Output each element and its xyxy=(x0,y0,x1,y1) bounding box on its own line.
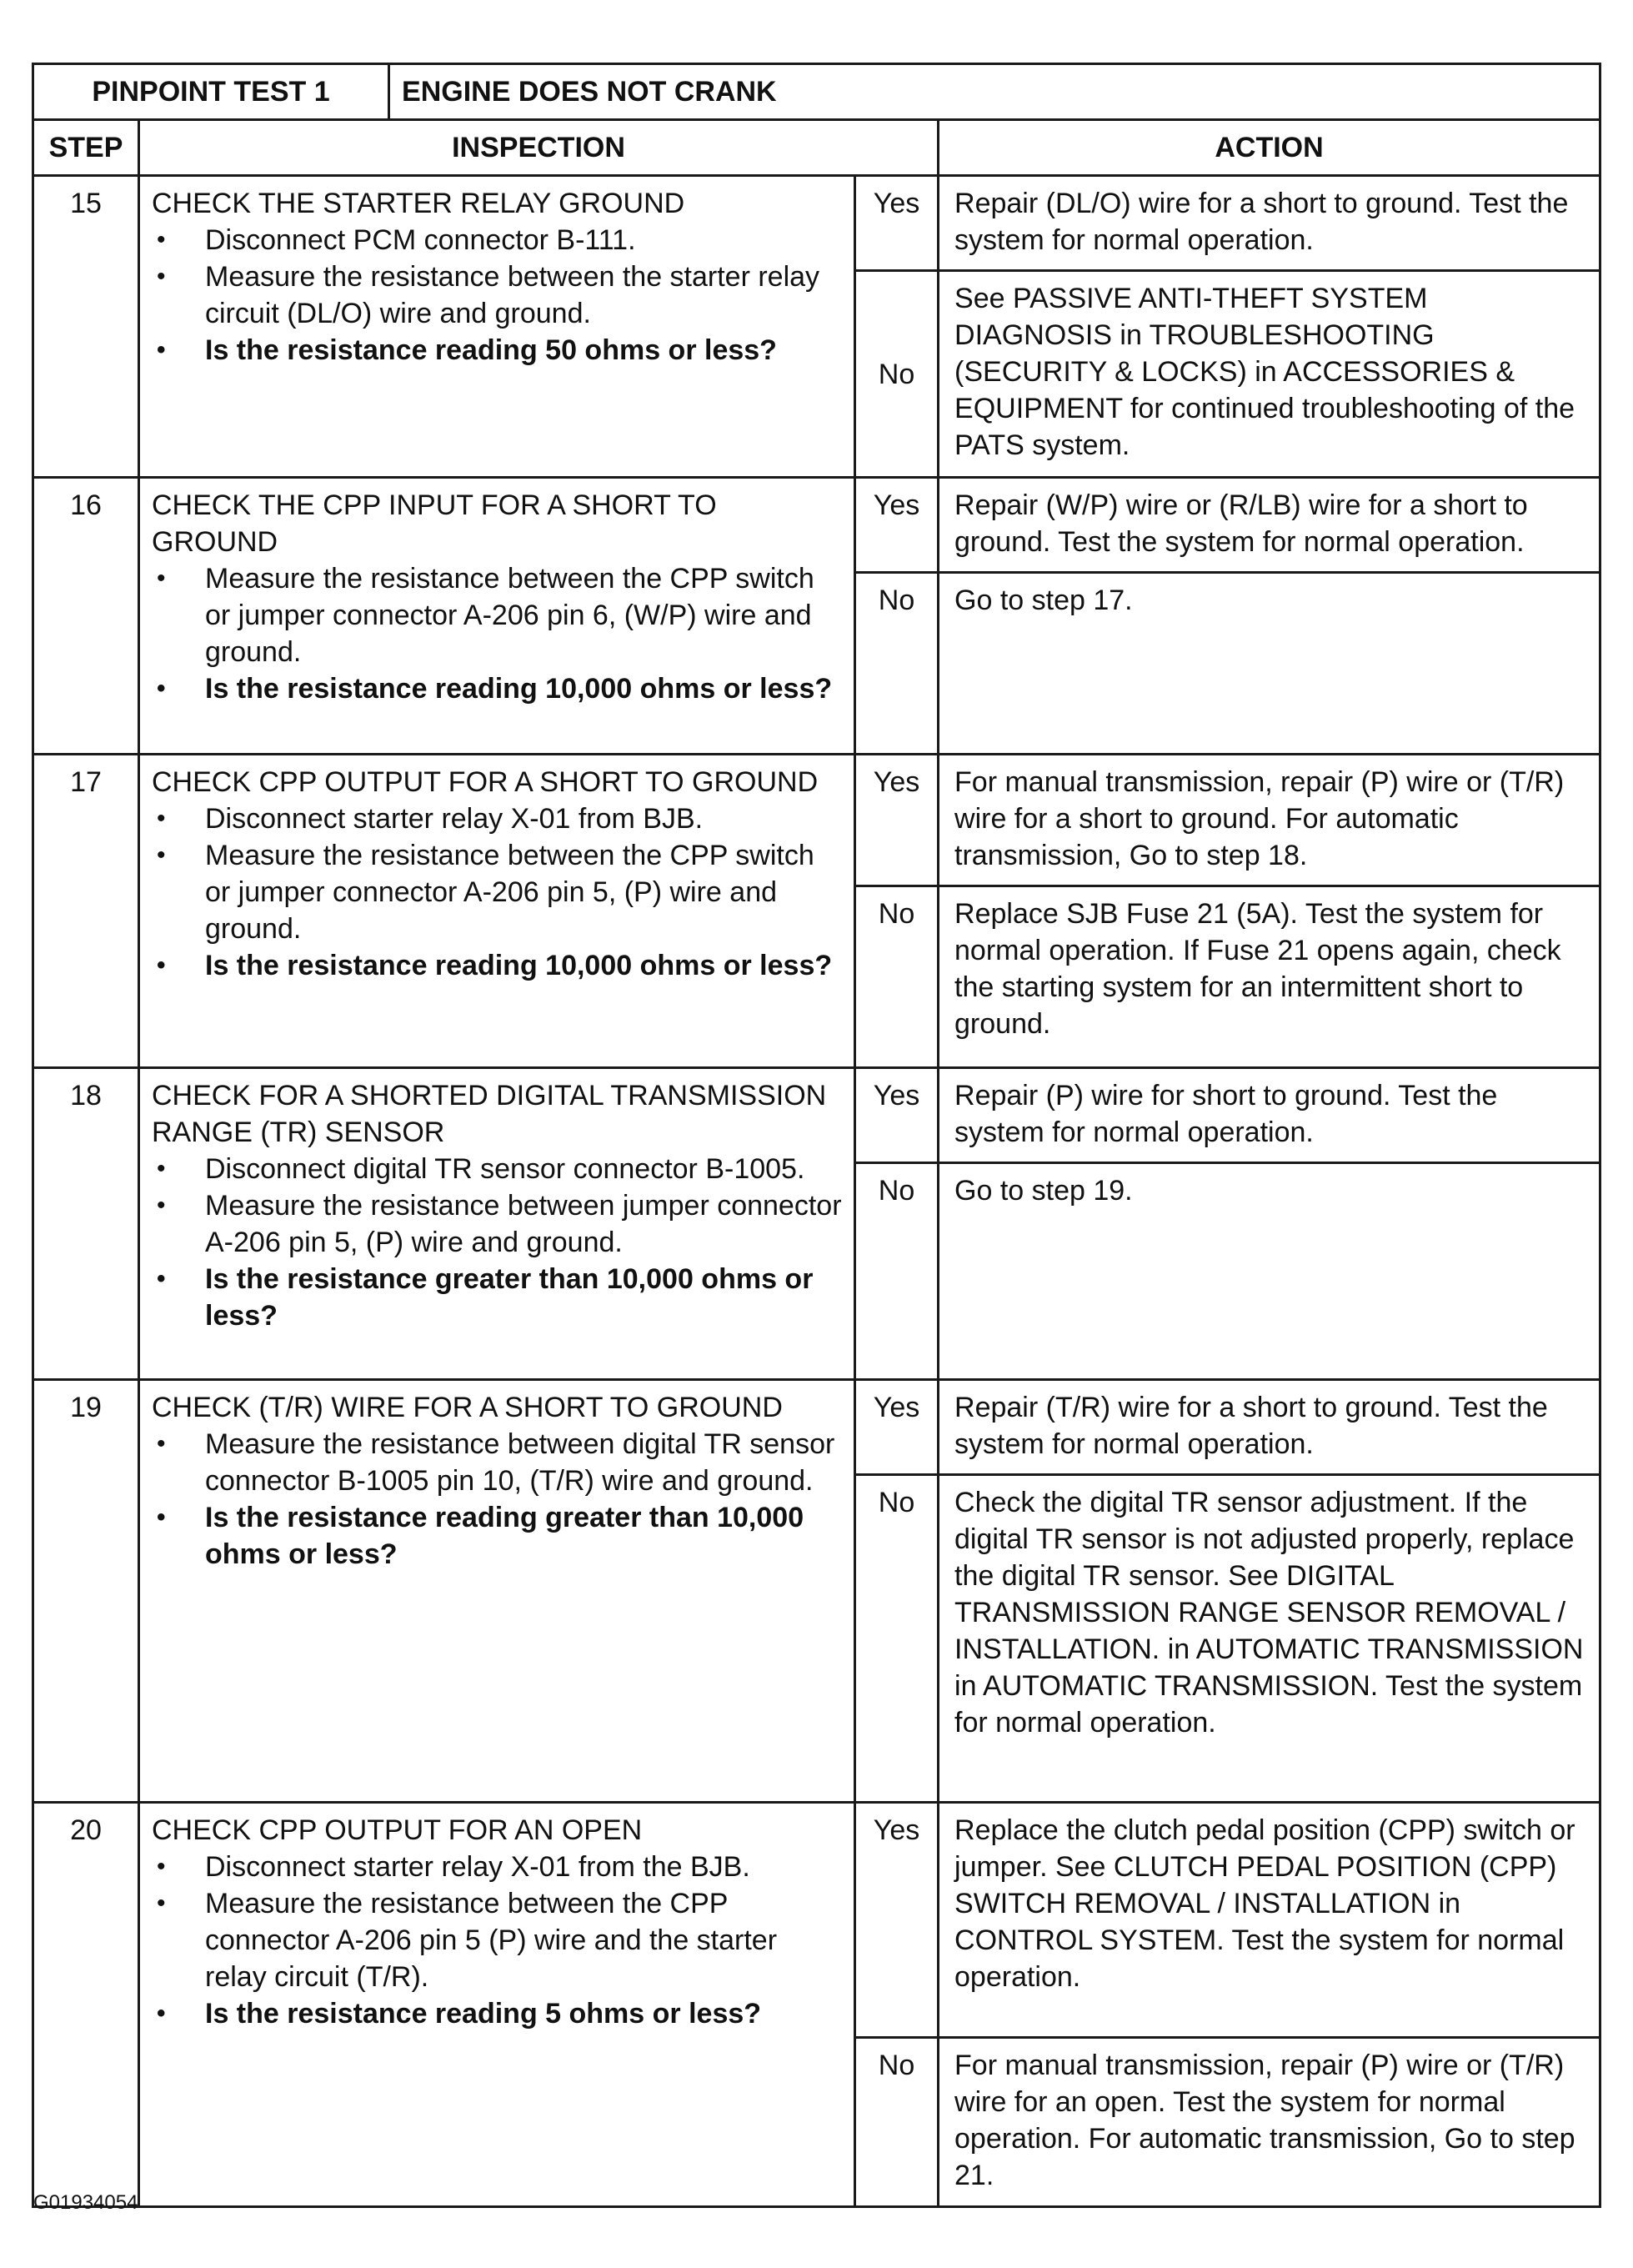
yes-label: Yes xyxy=(855,176,939,271)
inspection-title: CHECK CPP OUTPUT FOR AN OPEN xyxy=(152,1814,643,1846)
test-header-row xyxy=(33,64,1600,120)
step-number: 15 xyxy=(33,176,139,478)
no-action: Check the digital TR sensor adjustment. If the digital TR sensor is not adjusted properly, replace the digital TR sensor. See DIGITAL TRANSMISSION RANGE SENSOR REMOVAL / INSTALLATION. in AUTOMATIC TRANSMISSION in AUTOMATIC TRANSMISSION. Test the system for normal operation. xyxy=(939,1475,1600,1803)
inspection-list xyxy=(152,1849,842,2032)
no-label: No xyxy=(855,886,939,1068)
yes-action: Repair (W/P) wire or (R/LB) wire for a short to ground. Test the system for normal operation. xyxy=(939,478,1600,573)
no-label: No xyxy=(855,1163,939,1380)
inspection-question: • Is the resistance reading 50 ohms or less? xyxy=(205,332,842,369)
yes-action: Replace the clutch pedal position (CPP) switch or jumper. See CLUTCH PEDAL POSITION (CPP) SWITCH REMOVAL / INSTALLATION in CONTROL SYSTEM. Test the system for normal operation. xyxy=(939,1803,1600,2038)
inspection-cell xyxy=(139,1803,855,2207)
step-number: 18 xyxy=(33,1068,139,1380)
no-label: No xyxy=(855,573,939,755)
yes-action: Repair (P) wire for short to ground. Test the system for normal operation. xyxy=(939,1068,1600,1163)
step-number: 19 xyxy=(33,1380,139,1803)
inspection-cell xyxy=(139,1380,855,1803)
inspection-bullet: • Disconnect PCM connector B-111. xyxy=(205,222,842,258)
figure-id: G01934054 xyxy=(33,2191,138,2214)
inspection-cell xyxy=(139,1068,855,1380)
no-action: Go to step 19. xyxy=(939,1163,1600,1380)
no-action: See PASSIVE ANTI-THEFT SYSTEM DIAGNOSIS in TROUBLESHOOTING (SECURITY & LOCKS) in ACCESSORIES & EQUIPMENT for continued troubleshooting of the PATS system. xyxy=(939,271,1600,478)
inspection-title: CHECK (T/R) WIRE FOR A SHORT TO GROUND xyxy=(152,1392,783,1423)
yes-label: Yes xyxy=(855,1803,939,2038)
inspection-question: • Is the resistance reading 10,000 ohms or less? xyxy=(205,947,842,984)
inspection-bullet: • Disconnect starter relay X-01 from BJB. xyxy=(205,800,842,837)
no-label: No xyxy=(855,2038,939,2207)
inspection-list xyxy=(152,222,842,369)
step-row xyxy=(33,1068,1600,1163)
inspection-bullet: • Measure the resistance between the CPP connector A-206 pin 5 (P) wire and the starter relay circuit (T/R). xyxy=(205,1885,842,1995)
inspection-title: CHECK THE CPP INPUT FOR A SHORT TO GROUND xyxy=(152,489,717,558)
no-action: For manual transmission, repair (P) wire or (T/R) wire for an open. Test the system for normal operation. For automatic transmission, Go to step 21. xyxy=(939,2038,1600,2207)
inspection-title: CHECK FOR A SHORTED DIGITAL TRANSMISSION RANGE (TR) SENSOR xyxy=(152,1080,827,1148)
no-action: Go to step 17. xyxy=(939,573,1600,755)
inspection-list xyxy=(152,560,842,707)
no-label: No xyxy=(855,271,939,478)
step-row xyxy=(33,1803,1600,2038)
yes-action: Repair (T/R) wire for a short to ground. Test the system for normal operation. xyxy=(939,1380,1600,1475)
test-label: PINPOINT TEST 1 xyxy=(33,64,389,120)
step-column-header: STEP xyxy=(33,120,139,176)
inspection-question: • Is the resistance greater than 10,000 ohms or less? xyxy=(205,1261,842,1334)
column-header-row xyxy=(33,120,1600,176)
inspection-list xyxy=(152,800,842,984)
inspection-list xyxy=(152,1151,842,1334)
inspection-cell xyxy=(139,478,855,755)
inspection-bullet: • Measure the resistance between the CPP switch or jumper connector A-206 pin 6, (W/P) wire and ground. xyxy=(205,560,842,670)
inspection-title: CHECK THE STARTER RELAY GROUND xyxy=(152,188,685,219)
inspection-bullet: • Disconnect starter relay X-01 from the BJB. xyxy=(205,1849,842,1885)
inspection-question: • Is the resistance reading greater than 10,000 ohms or less? xyxy=(205,1499,842,1573)
pinpoint-test-table xyxy=(32,63,1601,2208)
inspection-bullet: • Measure the resistance between the CPP switch or jumper connector A-206 pin 5, (P) wire and ground. xyxy=(205,837,842,947)
yes-action: Repair (DL/O) wire for a short to ground. Test the system for normal operation. xyxy=(939,176,1600,271)
inspection-title: CHECK CPP OUTPUT FOR A SHORT TO GROUND xyxy=(152,766,819,798)
inspection-bullet: • Measure the resistance between the starter relay circuit (DL/O) wire and ground. xyxy=(205,258,842,332)
yes-label: Yes xyxy=(855,1380,939,1475)
yes-action: For manual transmission, repair (P) wire or (T/R) wire for a short to ground. For automatic transmission, Go to step 18. xyxy=(939,755,1600,886)
step-row xyxy=(33,176,1600,271)
yes-label: Yes xyxy=(855,755,939,886)
inspection-bullet: • Measure the resistance between jumper connector A-206 pin 5, (P) wire and ground. xyxy=(205,1187,842,1261)
test-title: ENGINE DOES NOT CRANK xyxy=(389,64,1600,120)
yes-label: Yes xyxy=(855,1068,939,1163)
step-number: 20 xyxy=(33,1803,139,2207)
inspection-bullet: • Disconnect digital TR sensor connector B-1005. xyxy=(205,1151,842,1187)
action-column-header: ACTION xyxy=(939,120,1600,176)
inspection-list xyxy=(152,1426,842,1573)
step-number: 17 xyxy=(33,755,139,1068)
step-row xyxy=(33,1380,1600,1475)
inspection-question: • Is the resistance reading 5 ohms or less? xyxy=(205,1995,842,2032)
step-row xyxy=(33,478,1600,573)
step-number: 16 xyxy=(33,478,139,755)
inspection-column-header: INSPECTION xyxy=(139,120,939,176)
step-row xyxy=(33,755,1600,886)
inspection-cell xyxy=(139,176,855,478)
inspection-cell xyxy=(139,755,855,1068)
no-action: Replace SJB Fuse 21 (5A). Test the system for normal operation. If Fuse 21 opens again, check the starting system for an intermittent short to ground. xyxy=(939,886,1600,1068)
inspection-bullet: • Measure the resistance between digital TR sensor connector B-1005 pin 10, (T/R) wire and ground. xyxy=(205,1426,842,1499)
no-label: No xyxy=(855,1475,939,1803)
yes-label: Yes xyxy=(855,478,939,573)
inspection-question: • Is the resistance reading 10,000 ohms or less? xyxy=(205,670,842,707)
